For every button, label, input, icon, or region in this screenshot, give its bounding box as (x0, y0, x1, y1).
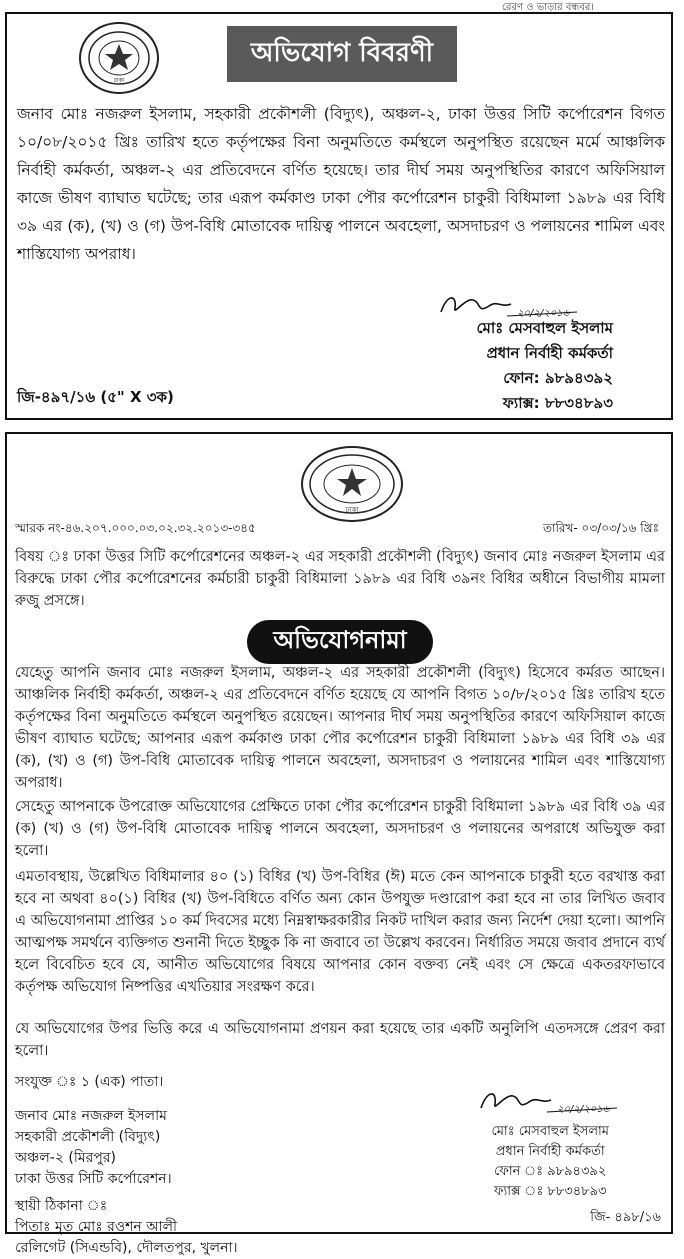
recipient-block (15, 1106, 172, 1190)
recipient-line: অঞ্চল-২ (মিরপুর) (15, 1150, 117, 1166)
fax-number: ফ্যাক্স: ৮৮৩৪৮৯৩ (502, 394, 613, 412)
notice2-reference: জি- ৪৯৮/১৬ (590, 1210, 661, 1225)
top-trim-text: রেরণ ও ভাড়ার বন্ধবর। (501, 2, 594, 13)
city-corporation-seal (301, 446, 403, 522)
paragraph-1: যেহেতু আপনি জনাব মোঃ নজরুল ইসলাম, অঞ্চল-২ এর সহকারী প্রকৌশলী (বিদ্যুৎ) হিসেবে কর্মরত আছেন। আঞ্চলিক নির্বাহী কর্মকর্তা, অঞ্চল-২ এর প্রতিবেদনে বর্ণিত হয়েছে যে আপনি বিগত ১০/৮/২০১৫ খ্রিঃ তারিখ হতে কর্তৃপক্ষের বিনা অনুমতিতে কর্মস্থলে অনুপস্থিত রয়েছেন। আপনার দীর্ঘ সময় অনুপস্থিতির কারণে অফিসিয়াল কাজে ভীষণ ব্যাঘাত ঘটেছে; আপনার এরূপ কর্মকাণ্ড ঢাকা পৌর কর্পোরেশন চাকুরী বিধিমালা ১৯৮৯ এর বিধি ৩৯ এর (ক), (খ) ও (গ) উপ-বিধি মোতাবেক দায়িত্ব পালনে অবহেলা, অসদাচরণ ও পলায়নের শামিল এবং শাস্তিযোগ্য অপরাধ। (15, 665, 665, 791)
paragraph-2: সেহেতু আপনাকে উপরোক্ত অভিযোগের প্রেক্ষিতে ঢাকা পৌর কর্পোরেশন চাকুরী বিধিমালা ১৯৮৯ এর বিধি ৩৯ এর (ক) (খ) ও (গ) উপ-বিধি মোতাবেক দায়িত্ব পালনে অবহেলা, অসদাচরণ ও পলায়নের অপরাধে অভিযুক্ত করা হলো। (15, 799, 665, 859)
signer-title: প্রধান নির্বাহী কর্মকর্তা (495, 1144, 605, 1159)
signer-name: মোঃ মেসবাহুল ইসলাম (476, 319, 613, 337)
phone-number: ফোন ঃ ৯৮৯৪৩৯২ (494, 1164, 607, 1179)
city-corporation-seal (79, 22, 159, 94)
address-line: পিতাঃ মৃত মোঃ রওশন আলী (15, 1219, 178, 1235)
phone-number: ফোন: ৯৮৯৪৩৯২ (503, 369, 613, 387)
notice-subject: বিষয় ঃ ঢাকা উত্তর সিটি কর্পোরেশনের অঞ্চল-২ এর সহকারী প্রকৌশলী (বিদ্যুৎ) জনাব মোঃ নজরুল ইসলাম এর বিরুদ্ধে ঢাকা পৌর কর্পোরেশনের কর্মচারী চাকুরী বিধিমালা ১৯৮৯ এর বিধি ৩৯নং বিধির অধীনে বিভাগীয় মামলা রুজু প্রসঙ্গে। (15, 549, 665, 609)
signature-date: ২০/২/২০১৬ (517, 308, 570, 319)
memo-number: স্মারক নং-৪৬.২০৭.০০০.০৩.০২.৩২.২০১৩-৩৪৫ (15, 521, 256, 535)
permanent-address-label: স্থায়ী ঠিকানা ঃ (15, 1198, 108, 1214)
notice1-reference: জি-৪৯৭/১৬ (৫" X ৩ক) (17, 388, 174, 406)
notice1-signature-block (476, 316, 613, 416)
address-line: রেলিগেট (সিএন্ডবি), দৌলতপুর, খুলনা। (15, 1240, 238, 1256)
permanent-address-block (15, 1196, 238, 1259)
enclosure-note: সংযুক্ত ঃ ১ (এক) পাতা। (15, 1074, 164, 1090)
notice2-signature-block (491, 1122, 609, 1202)
recipient-line: সহকারী প্রকৌশলী (বিদ্যুৎ) (15, 1129, 161, 1145)
signer-title: প্রধান নির্বাহী কর্মকর্তা (486, 344, 613, 362)
notice1-body: জনাব মোঃ নজরুল ইসলাম, সহকারী প্রকৌশলী (বিদ্যুৎ), অঞ্চল-২, ঢাকা উত্তর সিটি কর্পোরেশন বিগত ১০/০৮/২০১৫ খ্রিঃ তারিখ হতে কর্তৃপক্ষের বিনা অনুমতিতে কর্মস্থলে অনুপস্থিত রয়েছেন মর্মে আঞ্চলিক নির্বাহী কর্মকর্তা, অঞ্চল-২ এর প্রতিবেদনে বর্ণিত হয়েছে। তার দীর্ঘ সময় অনুপস্থিতির কারণে অফিসিয়াল কাজে ভীষণ ব্যাঘাত ঘটেছে; তার এরূপ কর্মকাণ্ড ঢাকা পৌর কর্পোরেশন চাকুরী বিধিমালা ১৯৮৯ এর বিধি ৩৯ এর (ক), (খ) ও (গ) উপ-বিধি মোতাবেক দায়িত্ব পালনে অবহেলা, অসদাচরণ ও পলায়নের শামিল এবং শাস্তিযোগ্য অপরাধ। (17, 105, 665, 263)
seal-text: ঢাকা (113, 77, 125, 84)
recipient-line: জনাব মোঃ নজরুল ইসলাম (15, 1108, 167, 1124)
paragraph-4: যে অভিযোগের উপর ভিত্তি করে এ অভিযোগনামা প্রণয়ন করা হয়েছে তার একটি অনুলিপি এতদসঙ্গে প্রেরণ করা হলো। (15, 1021, 665, 1059)
paragraph-3: এমতাবস্থায়, উল্লেখিত বিধিমালার ৪০ (১) বিধির (খ) উপ-বিধির (ঈ) মতে কেন আপনাকে চাকুরী হতে বরখাস্ত করা হবে না অথবা ৪০(১) বিধির (খ) উপ-বিধিতে বর্ণিত অন্য কোন উপযুক্ত দণ্ডারোপ করা হবে না তার লিখিত জবাব এ অভিযোগনামা প্রাপ্তির ১০ কর্ম দিবসের মধ্যে নিম্নস্বাক্ষরকারীর নিকট দাখিল করার জন্য নির্দেশ দেয়া হলো। আপনি আত্মপক্ষ সমর্থনে ব্যক্তিগত শুনানী দিতে ইচ্ছুক কি না জবাবে তা উল্লেখ করবেন। নির্ধারিত সময়ে জবাব প্রদানে ব্যর্থ হলে বিবেচিত হবে যে, আনীত অভিযোগের বিষয়ে আপনার কোন বক্তব্য নেই এবং সে ক্ষেত্রে একতরফাভাবে কর্তৃপক্ষ অভিযোগ নিষ্পত্তির এখতিয়ার সংরক্ষণ করে। (15, 869, 665, 995)
fax-number: ফ্যাক্স ঃ ৮৮৩৪৮৯৩ (493, 1184, 607, 1199)
notice2-title: অভিযোগনামা (247, 620, 433, 664)
signer-name: মোঃ মেসবাহুল ইসলাম (491, 1124, 609, 1139)
notice-charge-sheet (5, 432, 673, 1256)
signature-image (477, 1082, 627, 1118)
notice-date: তারিখ- ০৩/০৩/১৬ খ্রিঃ (543, 521, 659, 535)
signature-date: ২০/২/২০১৬ (557, 1104, 610, 1115)
notice1-title: অভিযোগ বিবরণী (227, 26, 457, 82)
seal-text: ঢাকা (345, 506, 359, 514)
recipient-line: ঢাকা উত্তর সিটি কর্পোরেশন। (15, 1171, 172, 1187)
notice-complaint-statement (5, 12, 673, 420)
